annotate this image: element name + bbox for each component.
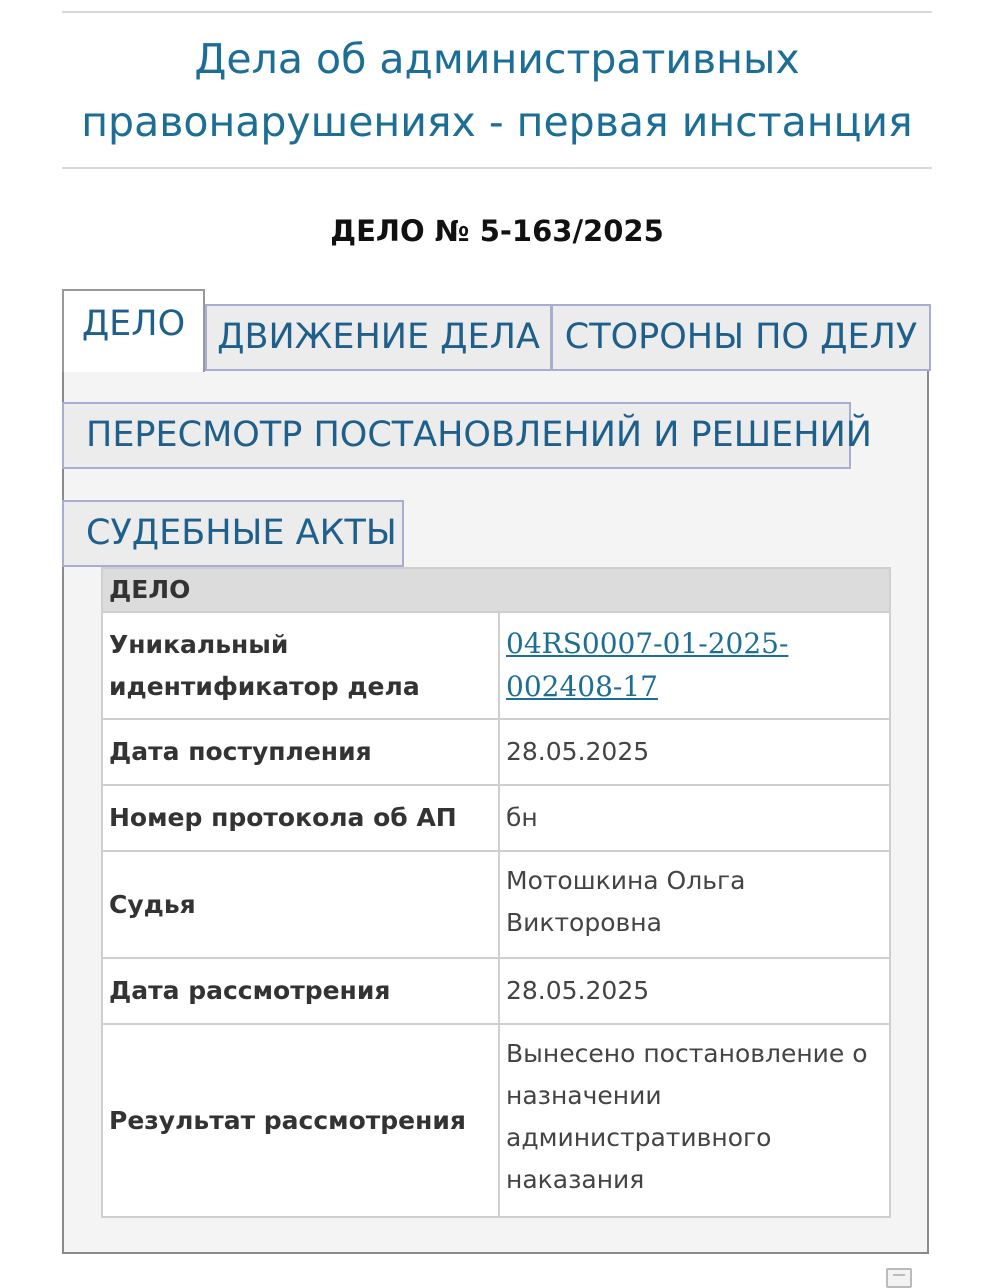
- row-value: 28.05.2025: [499, 958, 890, 1024]
- table-row: [102, 612, 890, 719]
- table-row: [102, 958, 890, 1024]
- row-label: Номер протокола об АП: [102, 785, 499, 851]
- table-row: [102, 1024, 890, 1217]
- tab-case-parties[interactable]: СТОРОНЫ ПО ДЕЛУ: [551, 304, 931, 371]
- row-label: Дата рассмотрения: [102, 958, 499, 1024]
- page-title: Дела об административных правонарушениях - первая инстанция: [81, 35, 913, 146]
- table-section-header: [102, 568, 890, 612]
- case-details-table: [101, 567, 891, 1218]
- tab-court-acts[interactable]: СУДЕБНЫЕ АКТЫ: [62, 500, 404, 567]
- row-value: бн: [499, 785, 890, 851]
- tab-case-movement[interactable]: ДВИЖЕНИЕ ДЕЛА: [205, 304, 552, 371]
- table-row: [102, 785, 890, 851]
- row-value: Мотошкина Ольга Викторовна: [499, 851, 890, 958]
- row-label: Результат рассмотрения: [102, 1024, 499, 1217]
- table-row: [102, 719, 890, 785]
- unique-id-link[interactable]: 04RS0007-01-2025-002408-17: [506, 626, 789, 703]
- row-value: Вынесено постановление о назначении административного наказания: [499, 1024, 890, 1217]
- section-title: ДЕЛО: [102, 568, 890, 612]
- row-label: Уникальный идентификатор дела: [102, 612, 499, 719]
- title-divider: [62, 167, 932, 169]
- row-label: Судья: [102, 851, 499, 958]
- print-icon[interactable]: [886, 1268, 912, 1288]
- tab-review-decisions[interactable]: ПЕРЕСМОТР ПОСТАНОВЛЕНИЙ И РЕШЕНИЙ: [62, 402, 851, 469]
- top-divider: [62, 11, 932, 13]
- row-value: 28.05.2025: [499, 719, 890, 785]
- row-value: [499, 612, 890, 719]
- row-label: Дата поступления: [102, 719, 499, 785]
- case-number: ДЕЛО № 5-163/2025: [330, 214, 664, 248]
- tab-case[interactable]: ДЕЛО: [62, 289, 205, 372]
- table-row: [102, 851, 890, 958]
